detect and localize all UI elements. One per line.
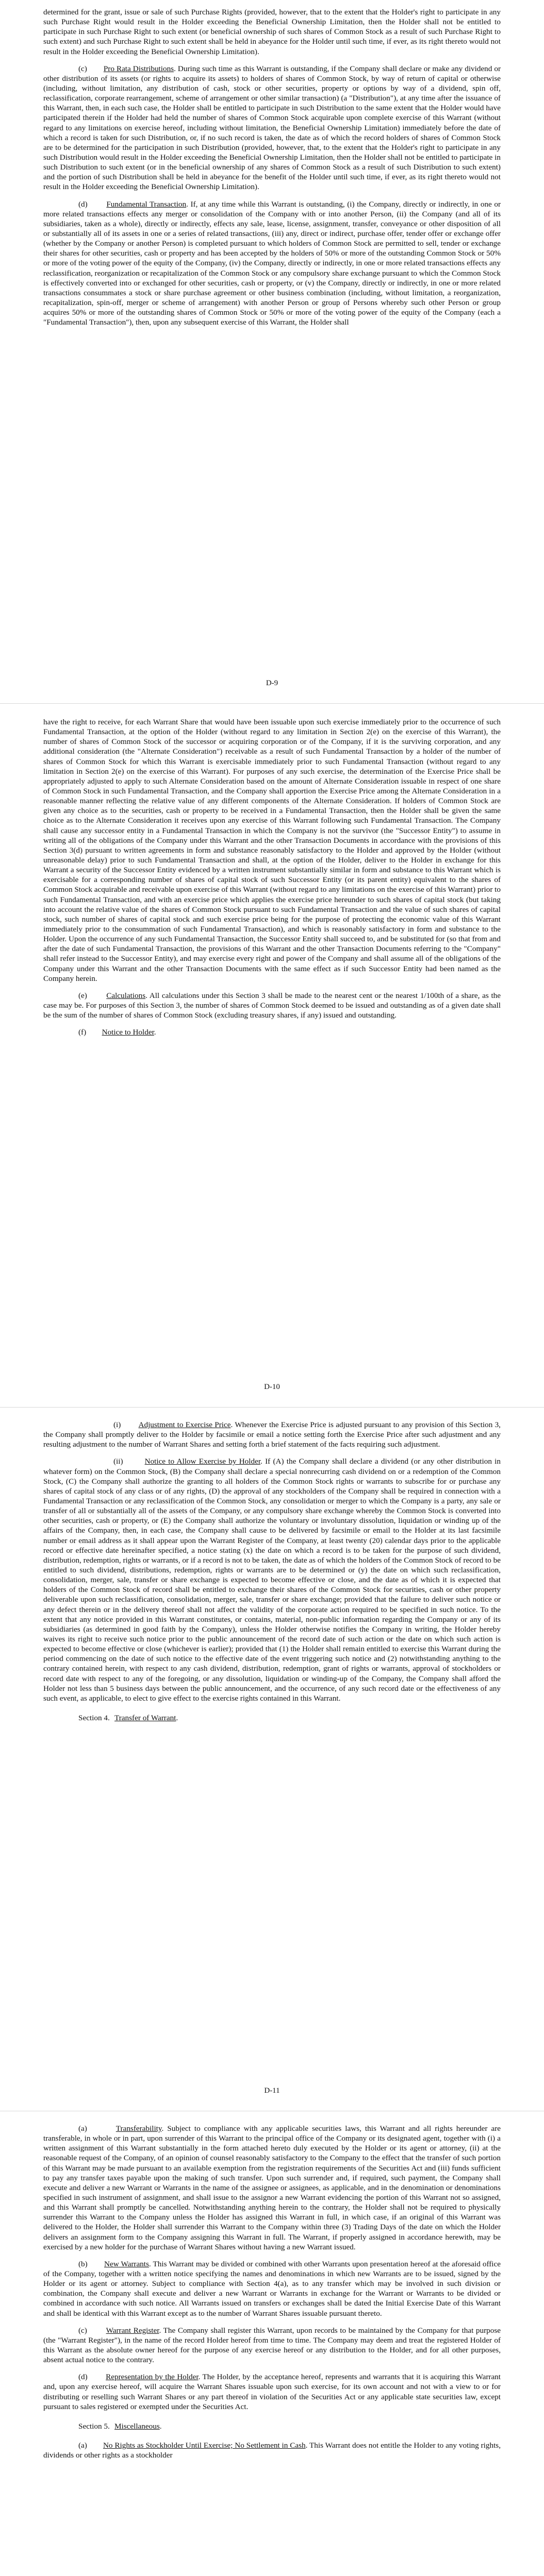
paragraph-label: (f) xyxy=(78,1028,87,1037)
paragraph-3f-notice-to-holder: (f) Notice to Holder. xyxy=(78,1028,156,1037)
page-number: D-11 xyxy=(264,2087,280,2095)
paragraph-title: Calculations xyxy=(106,991,146,1000)
paragraph-3f-i-adjustment: (i) Adjustment to Exercise Price. Whenever the Exercise Price is adjusted pursuant to any provision of this Section 3, the Company shall promptly deliver to the Holder by facsimile or email a notice setting forth the Exercise Price after such adjustment and any resulting adjustment to the number of Warrant Shares and setting forth a brief statement of the facts requiring such adjustment. xyxy=(43,1420,501,1449)
paragraph-label: (a) xyxy=(78,2124,87,2133)
paragraph-label: (i) xyxy=(113,1420,121,1429)
paragraph-body: This Warrant may be divided or combined with other Warrants upon presentation hereof at the aforesaid office of the Company, together with a written notice specifying the names and denominations in which new Warrants are to be issued, signed by the Holder or its agent or attorney. Subject to compliance with Section 4(a), as to any transfer which may be involved in such division or combination, the Company shall execute and deliver a new Warrant or Warrants in exchange for the Warrant or Warrants to be divided or combined in accordance with such notice. All Warrants issued on transfers or exchanges shall be dated the Initial Exercise Date of this Warrant and shall be identical with this Warrant except as to the number of Warrant Shares issuable pursuant thereto. xyxy=(43,2259,501,2318)
page-d9 xyxy=(0,0,544,703)
paragraph-title: Transferability xyxy=(116,2124,162,2133)
paragraph-3c-pro-rata-distributions: (c) Pro Rata Distributions. During such time as this Warrant is outstanding, if the Company shall declare or make any dividend or other distribution of its assets (or rights to acquire its assets) to holders of shares of Common Stock, by way of return of capital or otherwise (including, without limitation, any distribution of cash, stock or other securities, property or options by way of a dividend, spin off, reclassification, corporate rearrangement, scheme of arrangement or other similar transaction) (a "Distribution"), at any time after the issuance of this Warrant, then, in each such case, the Holder shall be entitled to participate in such Distribution to the same extent that the Holder would have participated therein if the Holder had held the number of shares of Common Stock acquirable upon complete exercise of this Warrant (without regard to any limitations on exercise hereof, including without limitation, the Beneficial Ownership Limitation) immediately before the date of which a record is taken for such Distribution, or, if no such record is taken, the date as of which the record holders of shares of Common Stock are to be determined for the participation in such Distribution (provided, however, that, to the extent that the Holder's right to participate in any such Distribution would result in the Holder exceeding the Beneficial Ownership Limitation, then the Holder shall not be entitled to participate in such Distribution to such extent (or in the beneficial ownership of any shares of Common Stock as a result of such Distribution to such extent) and the portion of such Distribution shall be held in abeyance for the benefit of the Holder until such time, if ever, as its right thereto would not result in the Holder exceeding the Beneficial Ownership Limitation). xyxy=(43,64,501,192)
paragraph-label: (d) xyxy=(78,2372,88,2382)
paragraph-title: New Warrants xyxy=(104,2259,149,2268)
paragraph-title: Notice to Holder xyxy=(102,1028,154,1037)
page-d11 xyxy=(0,1408,544,2111)
paragraph-4d-representation: (d) Representation by the Holder. The Holder, by the acceptance hereof, represents and warrants that it is acquiring this Warrant and, upon any exercise hereof, will acquire the Warrant Shares issuable upon such exercise, for its own account and not with a view to or for distributing or reselling such Warrant Shares or any part thereof in violation of the Securities Act or any applicable state securities law, except pursuant to sales registered or exempted under the Securities Act. xyxy=(43,2372,501,2411)
paragraph-5a-no-rights-as-stockholder: (a) No Rights as Stockholder Until Exercise; No Settlement in Cash. This Warrant does not entitle the Holder to any voting rights, dividends or other rights as a stockholder xyxy=(43,2441,501,2460)
section-5-heading: Section 5. Miscellaneous. xyxy=(78,2421,162,2431)
page-number: D-9 xyxy=(266,679,278,687)
paragraph-label: (c) xyxy=(78,2326,87,2335)
paragraph-4b-new-warrants: (b) New Warrants. This Warrant may be divided or combined with other Warrants upon presentation hereof at the aforesaid office of the Company, together with a written notice specifying the names and denominations in which new Warrants are to be issued, signed by the Holder or its agent or attorney. Subject to compliance with Section 4(a), as to any transfer which may be involved in such division or combination, the Company shall execute and deliver a new Warrant or Warrants in exchange for the Warrant or Warrants to be divided or combined in accordance with such notice. All Warrants issued on transfers or exchanges shall be dated the Initial Exercise Date of this Warrant and shall be identical with this Warrant except as to the number of Warrant Shares issuable pursuant thereto. xyxy=(43,2259,501,2318)
paragraph-label: (c) xyxy=(78,64,87,73)
paragraph-4a-transferability: (a) Transferability. Subject to compliance with any applicable securities laws, this Warrant and all rights hereunder are transferable, in whole or in part, upon surrender of this Warrant to the principal office of the Company or its designated agent, together with (i) a written assignment of this Warrant substantially in the form attached hereto duly executed by the Holder or its agent or attorney, (ii) at the reasonable request of the Company, of an opinion of counsel reasonably satisfactory to the Company to the effect that the transfer of such portion of this Warrant may be made pursuant to an available exemption from the registration requirements of the Securities Act and (iii) funds sufficient to pay any transfer taxes payable upon the making of such transfer. Upon such surrender and, if required, such payment, the Company shall execute and deliver a new Warrant or Warrants in the name of the assignee or assignees, as applicable, and in the denomination or denominations specified in such instrument of assignment, and shall issue to the assignor a new Warrant evidencing the portion of this Warrant not so assigned, and this Warrant shall promptly be cancelled. Notwithstanding anything herein to the contrary, the Holder shall not be required to physically surrender this Warrant to the Company unless the Holder has assigned this Warrant in full, in which case, if an original of this Warrant was delivered to the Holder, the Holder shall surrender this Warrant to the Company within three (3) Trading Days of the date on which the Holder delivers an assignment form to the Company assigning this Warrant in full. The Warrant, if properly assigned in accordance herewith, may be exercised by a new holder for the purchase of Warrant Shares without having a new Warrant issued. xyxy=(43,2124,501,2251)
paragraph-title: Pro Rata Distributions xyxy=(103,64,174,73)
paragraph-title: No Rights as Stockholder Until Exercise; No Settlement in Cash xyxy=(103,2441,306,2450)
paragraph-body: Subject to compliance with any applicable securities laws, this Warrant and all rights hereunder are transferable, in whole or in part, upon surrender of this Warrant to the principal office of the Company or its designated agent, together with (i) a written assignment of this Warrant substantially in the form attached hereto duly executed by the Holder or its agent or attorney, (ii) at the reasonable request of the Company, of an opinion of counsel reasonably satisfactory to the Company to the effect that the transfer of such portion of this Warrant may be made pursuant to an available exemption from the registration requirements of the Securities Act and (iii) funds sufficient to pay any transfer taxes payable upon the making of such transfer. Upon such surrender and, if required, such payment, the Company shall execute and deliver a new Warrant or Warrants in the name of the assignee or assignees, as applicable, and in the denomination or denominations specified in such instrument of assignment, and shall issue to the assignor a new Warrant evidencing the portion of this Warrant not so assigned, and this Warrant shall promptly be cancelled. Notwithstanding anything herein to the contrary, the Holder shall not be required to physically surrender this Warrant to the Company unless the Holder has assigned this Warrant in full, in which case, if an original of this Warrant was delivered to the Holder, the Holder shall surrender this Warrant to the Company within three (3) Trading Days of the date on which the Holder delivers an assignment form to the Company assigning this Warrant in full. The Warrant, if properly assigned in accordance herewith, may be exercised by a new holder for the purchase of Warrant Shares without having a new Warrant issued. xyxy=(43,2124,501,2251)
paragraph-title: Warrant Register xyxy=(106,2326,159,2335)
page-d10 xyxy=(0,704,544,1407)
section-title: Miscellaneous xyxy=(114,2421,160,2431)
paragraph-4c-warrant-register: (c) Warrant Register. The Company shall register this Warrant, upon records to be maintained by the Company for that purpose (the "Warrant Register"), in the name of the record Holder hereof from time to time. The Company may deem and treat the registered Holder of this Warrant as the absolute owner hereof for the purpose of any exercise hereof or any distribution to the Holder, and for all other purposes, absent actual notice to the contrary. xyxy=(43,2326,501,2365)
paragraph-body: This Warrant does not entitle the Holder to any voting rights, dividends or other rights as a stockholder xyxy=(43,2441,501,2460)
paragraph-3d-fundamental-transaction: (d) Fundamental Transaction. If, at any time while this Warrant is outstanding, (i) the Company, directly or indirectly, in one or more related transactions effects any merger or consolidation of the Company with or into another Person, (ii) the Company (and all of its subsidiaries, taken as a whole), directly or indirectly, effects any sale, lease, license, assignment, transfer, conveyance or other disposition of all or substantially all of its assets in one or a series of related transactions, (iii) any, direct or indirect, purchase offer, tender offer or exchange offer (whether by the Company or another Person) is completed pursuant to which holders of Common Stock are permitted to sell, tender or exchange their shares for other securities, cash or property and has been accepted by the holders of 50% or more of the outstanding Common Stock or 50% or more of the voting power of the equity of the Company, (iv) the Company, directly or indirectly, in one or more related transactions effects any reclassification, reorganization or recapitalization of the Common Stock or any compulsory share exchange pursuant to which the Common Stock is effectively converted into or exchanged for other securities, cash or property, or (v) the Company, directly or indirectly, in one or more related transactions consummates a stock or share purchase agreement or other business combination (including, without limitation, a reorganization, recapitalization, spin-off, merger or scheme of arrangement) with another Person or group of Persons whereby such other Person or group acquires 50% or more of the outstanding shares of Common Stock or 50% or more of the voting power of the equity of the Company (each a "Fundamental Transaction"), then, upon any subsequent exercise of this Warrant, the Holder shall xyxy=(43,199,501,327)
paragraph-title: Representation by the Holder xyxy=(106,2372,199,2382)
page-d12 xyxy=(0,2111,544,2576)
section-title: Transfer of Warrant xyxy=(114,1713,176,1722)
paragraph-label: (b) xyxy=(78,2259,88,2268)
page-number: D-10 xyxy=(264,1383,280,1391)
section-label: Section 5. xyxy=(78,2421,110,2431)
paragraph-3f-ii-notice-to-allow-exercise: (ii) Notice to Allow Exercise by Holder. If (A) the Company shall declare a dividend (or any other distribution in whatever form) on the Common Stock, (B) the Company shall declare a special nonrecurring cash dividend on or a redemption of the Common Stock, (C) the Company shall authorize the granting to all holders of the Common Stock rights or warrants to subscribe for or purchase any shares of capital stock of any class or of any rights, (D) the approval of any stockholders of the Company shall be required in connection with a Fundamental Transaction or any reclassification of the Common Stock, any consolidation or merger to which the Company is a party, any sale or transfer of all or substantially all of the assets of the Company, or any compulsory share exchange whereby the Common Stock is converted into other securities, cash or property, or (E) the Company shall authorize the voluntary or involuntary dissolution, liquidation or winding up of the affairs of the Company, then, in each case, the Company shall cause to be delivered by facsimile or email to the Holder at its last facsimile number or email address as it shall appear upon the Warrant Register of the Company, at least twenty (20) calendar days prior to the applicable record or effective date hereinafter specified, a notice stating (x) the date on which a record is to be taken for the purpose of such dividend, distribution, redemption, rights or warrants, or if a record is not to be taken, the date as of which the holders of the Common Stock of record to be entitled to such dividend, distributions, redemption, rights or warrants are to be determined or (y) the date on which such reclassification, consolidation, merger, sale, transfer or share exchange is expected to become effective or close, and the date as of which it is expected that holders of the Common Stock of record shall be entitled to exchange their shares of the Common Stock for securities, cash or other property deliverable upon such reclassification, consolidation, merger, sale, transfer or share exchange; provided that the failure to deliver such notice or any defect therein or in the delivery thereof shall not affect the validity of the corporate action required to be specified in such notice. To the extent that any notice provided in this Warrant constitutes, or contains, material, non-public information regarding the Company or any of its subsidiaries (as determined in good faith by the Company), unless the Holder otherwise notifies the Company in writing, the Holder hereby waives its right to receive such notice prior to the public announcement of the record date of such action or the date on which such action is expected to become effective or close (whichever is earlier); provided that (1) the Holder shall remain entitled to exercise this Warrant during the period commencing on the date of such notice to the effective date of the event triggering such notice and (2) notwithstanding anything to the contrary contained herein, with respect to any cash dividend, distribution, redemption, grant of rights or warrants, approval of stockholders or record date with respect to any of the foregoing, or any dissolution, liquidation or winding-up of the Company, the Company shall afford the Holder not less than 5 business days between the public announcement, and the occurrence, of any such record date or the effectiveness of any such event, as applicable, to elect to give effect to the exercise rights contained in this Warrant. xyxy=(43,1457,501,1703)
paragraph-body: The Holder, by the acceptance hereof, represents and warrants that it is acquiring this Warrant and, upon any exercise hereof, will acquire the Warrant Shares issuable upon such exercise, for its own account and not with a view to or for distributing or reselling such Warrant Shares or any part thereof in violation of the Securities Act or any applicable state securities law, except pursuant to sales registered or exempted under the Securities Act. xyxy=(43,2372,501,2411)
paragraph-label: (ii) xyxy=(113,1457,123,1466)
paragraph-label: (a) xyxy=(78,2441,87,2450)
paragraph-3d-continuation: have the right to receive, for each Warrant Share that would have been issuable upon such exercise immediately prior to the occurrence of such Fundamental Transaction, at the option of the Holder (without regard to any limitation in Section 2(e) on the exercise of this Warrant), the number of shares of Common Stock of the successor or acquiring corporation or of the Company, if it is the surviving corporation, and any additional consideration (the "Alternate Consideration") receivable as a result of such Fundamental Transaction by a holder of the number of shares of Common Stock for which this Warrant is exercisable immediately prior to such Fundamental Transaction (without regard to any limitation in Section 2(e) on the exercise of this Warrant). For purposes of any such exercise, the determination of the Exercise Price shall be appropriately adjusted to apply to such Alternate Consideration based on the amount of Alternate Consideration issuable in respect of one share of Common Stock in such Fundamental Transaction, and the Company shall apportion the Exercise Price among the Alternate Consideration in a reasonable manner reflecting the relative value of any different components of the Alternate Consideration. If holders of Common Stock are given any choice as to the securities, cash or property to be received in a Fundamental Transaction, then the Holder shall be given the same choice as to the Alternate Consideration it receives upon any exercise of this Warrant following such Fundamental Transaction. The Company shall cause any successor entity in a Fundamental Transaction in which the Company is not the survivor (the "Successor Entity") to assume in writing all of the obligations of the Company under this Warrant and the other Transaction Documents in accordance with the provisions of this Section 3(d) pursuant to written agreements in form and substance reasonably satisfactory to the Holder and approved by the Holder (without unreasonable delay) prior to such Fundamental Transaction and shall, at the option of the Holder, deliver to the Holder in exchange for this Warrant a security of the Successor Entity evidenced by a written instrument substantially similar in form and substance to this Warrant which is exercisable for a corresponding number of shares of capital stock of such Successor Entity (or its parent entity) equivalent to the shares of Common Stock acquirable and receivable upon exercise of this Warrant (without regard to any limitations on the exercise of this Warrant) prior to such Fundamental Transaction, and with an exercise price which applies the exercise price hereunder to such shares of capital stock (but taking into account the relative value of the shares of Common Stock pursuant to such Fundamental Transaction and the value of such shares of capital stock, such number of shares of capital stock and such exercise price being for the purpose of protecting the economic value of this Warrant immediately prior to the consummation of such Fundamental Transaction), and which is reasonably satisfactory in form and substance to the Holder. Upon the occurrence of any such Fundamental Transaction, the Successor Entity shall succeed to, and be substituted for (so that from and after the date of such Fundamental Transaction, the provisions of this Warrant and the other Transaction Documents referring to the "Company" shall refer instead to the Successor Entity), and may exercise every right and power of the Company and shall assume all of the obligations of the Company under this Warrant and the other Transaction Documents with the same effect as if such Successor Entity had been named as the Company herein. xyxy=(43,718,501,983)
paragraph-3e-calculations: (e) Calculations. All calculations under this Section 3 shall be made to the nearest cent or the nearest 1/100th of a share, as the case may be. For purposes of this Section 3, the number of shares of Common Stock deemed to be issued and outstanding as of a given date shall be the sum of the number of shares of Common Stock (excluding treasury shares, if any) issued and outstanding. xyxy=(43,991,501,1020)
paragraph-body: During such time as this Warrant is outstanding, if the Company shall declare or make any dividend or other distribution of its assets (or rights to acquire its assets) to holders of shares of Common Stock, by way of return of capital or otherwise (including, without limitation, any distribution of cash, stock or other securities, property or options by way of a dividend, spin off, reclassification, corporate rearrangement, scheme of arrangement or other similar transaction) (a "Distribution"), at any time after the issuance of this Warrant, then, in each such case, the Holder shall be entitled to participate in such Distribution to the same extent that the Holder would have participated therein if the Holder had held the number of shares of Common Stock acquirable upon complete exercise of this Warrant (without regard to any limitations on exercise hereof, including without limitation, the Beneficial Ownership Limitation) immediately before the date of which a record is taken for such Distribution, or, if no such record is taken, the date as of which the record holders of shares of Common Stock are to be determined for the participation in such Distribution (provided, however, that, to the extent that the Holder's right to participate in any such Distribution would result in the Holder exceeding the Beneficial Ownership Limitation, then the Holder shall not be entitled to participate in such Distribution to such extent (or in the beneficial ownership of any shares of Common Stock as a result of such Distribution to such extent) and the portion of such Distribution shall be held in abeyance for the benefit of the Holder until such time, if ever, as its right thereto would not result in the Holder exceeding the Beneficial Ownership Limitation). xyxy=(43,64,501,192)
paragraph-title: Fundamental Transaction xyxy=(106,199,187,209)
paragraph-label: (d) xyxy=(78,199,88,209)
section-label: Section 4. xyxy=(78,1713,110,1722)
section-4-heading: Section 4. Transfer of Warrant. xyxy=(78,1713,178,1722)
paragraph-title: Notice to Allow Exercise by Holder xyxy=(144,1457,261,1466)
paragraph-title: Adjustment to Exercise Price xyxy=(138,1420,231,1429)
paragraph-label: (e) xyxy=(78,991,87,1000)
paragraph-body: If, at any time while this Warrant is outstanding, (i) the Company, directly or indirectly, in one or more related transactions effects any merger or consolidation of the Company with or into another Person, (ii) the Company (and all of its subsidiaries, taken as a whole), directly or indirectly, effects any sale, lease, license, assignment, transfer, conveyance or other disposition of all or substantially all of its assets in one or a series of related transactions, (iii) any, direct or indirect, purchase offer, tender offer or exchange offer (whether by the Company or another Person) is completed pursuant to which holders of Common Stock are permitted to sell, tender or exchange their shares for other securities, cash or property and has been accepted by the holders of 50% or more of the outstanding Common Stock or 50% or more of the voting power of the equity of the Company, (iv) the Company, directly or indirectly, in one or more related transactions effects any reclassification, reorganization or recapitalization of the Common Stock or any compulsory share exchange pursuant to which the Common Stock is effectively converted into or exchanged for other securities, cash or property, or (v) the Company, directly or indirectly, in one or more related transactions consummates a stock or share purchase agreement or other business combination (including, without limitation, a reorganization, recapitalization, spin-off, merger or scheme of arrangement) with another Person or group of Persons whereby such other Person or group acquires 50% or more of the outstanding shares of Common Stock or 50% or more of the voting power of the equity of the Company (each a "Fundamental Transaction"), then, upon any subsequent exercise of this Warrant, the Holder shall xyxy=(43,199,501,327)
paragraph-body: Whenever the Exercise Price is adjusted pursuant to any provision of this Section 3, the Company shall promptly deliver to the Holder by facsimile or email a notice setting forth the Exercise Price after such adjustment and any resulting adjustment to the number of Warrant Shares and setting forth a brief statement of the facts requiring such adjustment. xyxy=(43,1420,501,1449)
paragraph-body: All calculations under this Section 3 shall be made to the nearest cent or the nearest 1/100th of a share, as the case may be. For purposes of this Section 3, the number of shares of Common Stock deemed to be issued and outstanding as of a given date shall be the sum of the number of shares of Common Stock (excluding treasury shares, if any) issued and outstanding. xyxy=(43,991,501,1020)
paragraph-body: If (A) the Company shall declare a dividend (or any other distribution in whatever form) on the Common Stock, (B) the Company shall declare a special nonrecurring cash dividend on or a redemption of the Common Stock, (C) the Company shall authorize the granting to all holders of the Common Stock rights or warrants to subscribe for or purchase any shares of capital stock of any class or of any rights, (D) the approval of any stockholders of the Company shall be required in connection with a Fundamental Transaction or any reclassification of the Common Stock, any consolidation or merger to which the Company is a party, any sale or transfer of all or substantially all of the assets of the Company, or any compulsory share exchange whereby the Common Stock is converted into other securities, cash or property, or (E) the Company shall authorize the voluntary or involuntary dissolution, liquidation or winding up of the affairs of the Company, then, in each case, the Company shall cause to be delivered by facsimile or email to the Holder at its last facsimile number or email address as it shall appear upon the Warrant Register of the Company, at least twenty (20) calendar days prior to the applicable record or effective date hereinafter specified, a notice stating (x) the date on which a record is to be taken for the purpose of such dividend, distribution, redemption, rights or warrants, or if a record is not to be taken, the date as of which the holders of the Common Stock of record to be entitled to such dividend, distributions, redemption, rights or warrants are to be determined or (y) the date on which such reclassification, consolidation, merger, sale, transfer or share exchange is expected to become effective or close, and the date as of which it is expected that holders of the Common Stock of record shall be entitled to exchange their shares of the Common Stock for securities, cash or other property deliverable upon such reclassification, consolidation, merger, sale, transfer or share exchange; provided that the failure to deliver such notice or any defect therein or in the delivery thereof shall not affect the validity of the corporate action required to be specified in such notice. To the extent that any notice provided in this Warrant constitutes, or contains, material, non-public information regarding the Company or any of its subsidiaries (as determined in good faith by the Company), unless the Holder otherwise notifies the Company in writing, the Holder hereby waives its right to receive such notice prior to the public announcement of the record date of such action or the date on which such action is expected to become effective or close (whichever is earlier); provided that (1) the Holder shall remain entitled to exercise this Warrant during the period commencing on the date of such notice to the effective date of the event triggering such notice and (2) notwithstanding anything to the contrary contained herein, with respect to any cash dividend, distribution, redemption, grant of rights or warrants, approval of stockholders or record date with respect to any of the foregoing, or any dissolution, liquidation or winding-up of the Company, the Company shall afford the Holder not less than 5 business days between the public announcement, and the occurrence, of any such record date or the effectiveness of any such event, as applicable, to elect to give effect to the exercise rights contained in this Warrant. xyxy=(43,1457,501,1703)
paragraph-body: The Company shall register this Warrant, upon records to be maintained by the Company for that purpose (the "Warrant Register"), in the name of the record Holder hereof from time to time. The Company may deem and treat the registered Holder of this Warrant as the absolute owner hereof for the purpose of any exercise hereof or any distribution to the Holder, and for all other purposes, absent actual notice to the contrary. xyxy=(43,2326,501,2365)
paragraph-3b-continuation: determined for the grant, issue or sale of such Purchase Rights (provided, however, that to the extent that the Holder's right to participate in any such Purchase Right would result in the Holder exceeding the Beneficial Ownership Limitation, then the Holder shall not be entitled to participate in such Purchase Right to such extent (or beneficial ownership of such shares of Common Stock as a result of such Purchase Right to such extent) and such Purchase Right to such extent shall be held in abeyance for the Holder until such time, if ever, as its right thereto would not result in the Holder exceeding the Beneficial Ownership Limitation). xyxy=(43,8,501,56)
